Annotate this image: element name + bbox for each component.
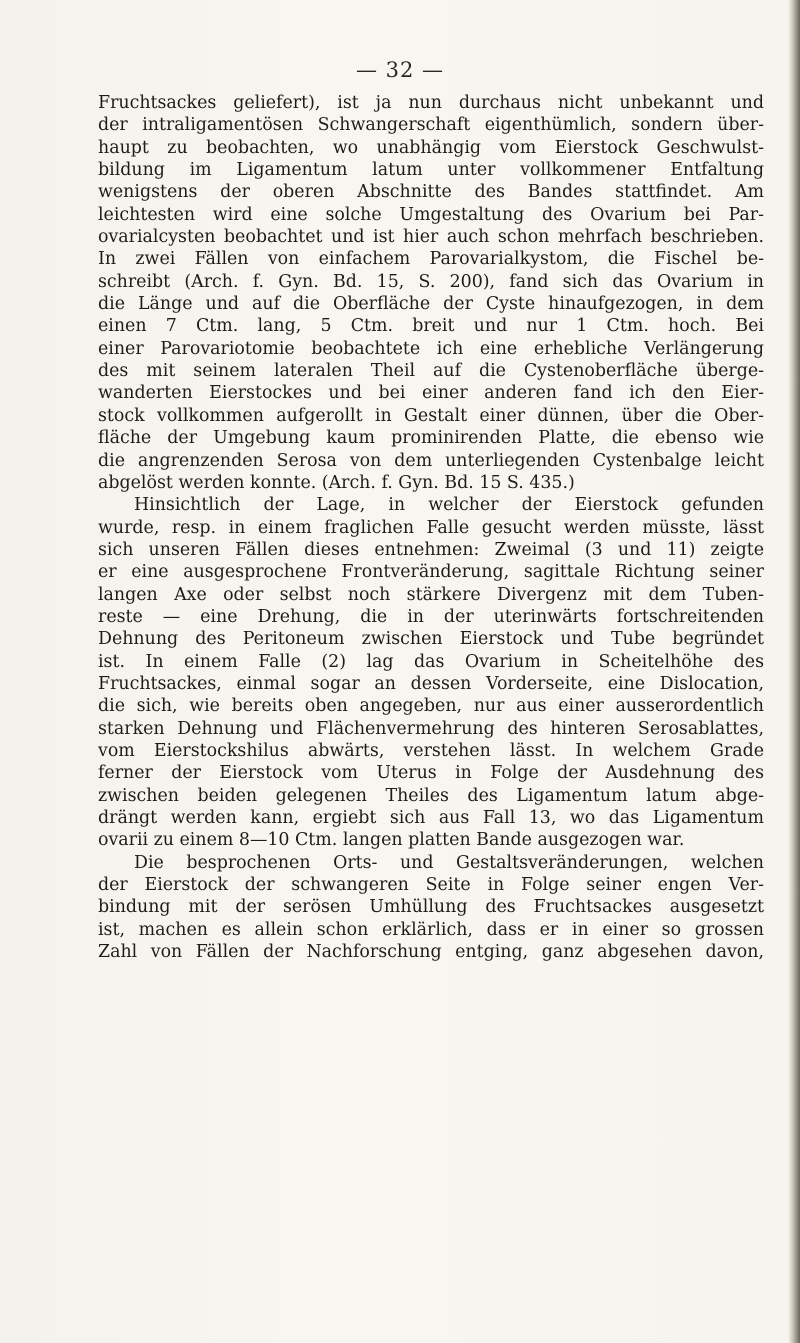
text-line: Die besprochenen Orts- und Gestaltsveränderungen, welchen — [134, 852, 764, 873]
text-line: bildung im Ligamentum latum unter vollkommener Entfaltung — [98, 160, 764, 181]
text-line: drängt werden kann, ergiebt sich aus Fall 13, wo das Ligamentum — [98, 808, 764, 828]
text-line: die sich, wie bereits oben angegeben, nur aus einer ausserordentlich — [98, 696, 764, 717]
text-line: langen Axe oder selbst noch stärkere Divergenz mit dem Tuben- — [98, 584, 764, 605]
text-line: er eine ausgesprochene Frontveränderung, sagittale Richtung seiner — [98, 562, 764, 583]
text-line: stock vollkommen aufgerollt in Gestalt einer dünnen, über die Ober- — [98, 405, 764, 426]
text-line: Zahl von Fällen der Nachforschung entging, ganz abgesehen davon, — [98, 942, 764, 963]
page-edge-shadow — [788, 0, 800, 1343]
text-line: wurde, resp. in einem fraglichen Falle gesucht werden müsste, lässt — [98, 517, 764, 538]
text-line: ferner der Eierstock vom Uterus in Folge der Ausdehnung des — [98, 763, 764, 784]
text-line: In zwei Fällen von einfachem Parovarialkystom, die Fischel be- — [98, 249, 764, 270]
text-line: Hinsichtlich der Lage, in welcher der Eierstock gefunden — [134, 495, 764, 516]
text-line: starken Dehnung und Flächenvermehrung des hinteren Serosablattes, — [98, 718, 764, 739]
text-line: zwischen beiden gelegenen Theiles des Ligamentum latum abge- — [98, 785, 764, 806]
text-line: des mit seinem lateralen Theil auf die Cystenoberfläche überge- — [98, 361, 764, 382]
text-line: wenigstens der oberen Abschnitte des Bandes stattfindet. Am — [98, 182, 764, 203]
text-line: Dehnung des Peritoneum zwischen Eierstock und Tube begründet — [98, 629, 764, 650]
text-line: der intraligamentösen Schwangerschaft eigenthümlich, sondern über- — [98, 115, 764, 136]
text-line: sich unseren Fällen dieses entnehmen: Zweimal (3 und 11) zeigte — [98, 539, 764, 560]
body-text — [98, 92, 764, 963]
text-line: vom Eierstockshilus abwärts, verstehen lässt. In welchem Grade — [98, 740, 764, 761]
text-line: leichtesten wird eine solche Umgestaltung des Ovarium bei Par- — [98, 204, 764, 225]
text-line: die angrenzenden Serosa von dem unterliegenden Cystenbalge leicht — [98, 450, 764, 471]
text-line: wanderten Eierstockes und bei einer anderen fand ich den Eier- — [98, 383, 764, 404]
text-line: einer Parovariotomie beobachtete ich eine erhebliche Verlängerung — [98, 338, 764, 359]
text-line: der Eierstock der schwangeren Seite in Folge seiner engen Ver- — [98, 875, 764, 896]
text-line: abgelöst werden konnte. (Arch. f. Gyn. Bd. 15 S. 435.) — [98, 472, 575, 493]
text-line: ovarii zu einem 8—10 Ctm. langen platten Bande ausgezogen war. — [98, 830, 685, 851]
text-line: Fruchtsackes geliefert), ist ja nun durchaus nicht unbekannt und — [98, 93, 764, 113]
text-line: schreibt (Arch. f. Gyn. Bd. 15, S. 200), fand sich das Ovarium in — [98, 271, 764, 292]
text-line: Fruchtsackes, einmal sogar an dessen Vorderseite, eine Dislocation, — [98, 673, 764, 694]
page-number: — 32 — — [355, 58, 445, 82]
text-line: reste — eine Drehung, die in der uterinwärts fortschreitenden — [98, 606, 764, 627]
text-line: die Länge und auf die Oberfläche der Cyste hinaufgezogen, in dem — [98, 294, 764, 315]
text-line: haupt zu beobachten, wo unabhängig vom Eierstock Geschwulst- — [98, 137, 764, 158]
text-line: ist. In einem Falle (2) lag das Ovarium in Scheitelhöhe des — [98, 651, 764, 672]
text-line: bindung mit der serösen Umhüllung des Fruchtsackes ausgesetzt — [98, 897, 764, 918]
text-line: ovarialcysten beobachtet und ist hier auch schon mehrfach beschrieben. — [98, 227, 764, 248]
text-line: fläche der Umgebung kaum prominirenden Platte, die ebenso wie — [98, 428, 764, 449]
text-line: einen 7 Ctm. lang, 5 Ctm. breit und nur 1 Ctm. hoch. Bei — [98, 316, 764, 337]
text-line: ist, machen es allein schon erklärlich, dass er in einer so grossen — [98, 919, 764, 940]
